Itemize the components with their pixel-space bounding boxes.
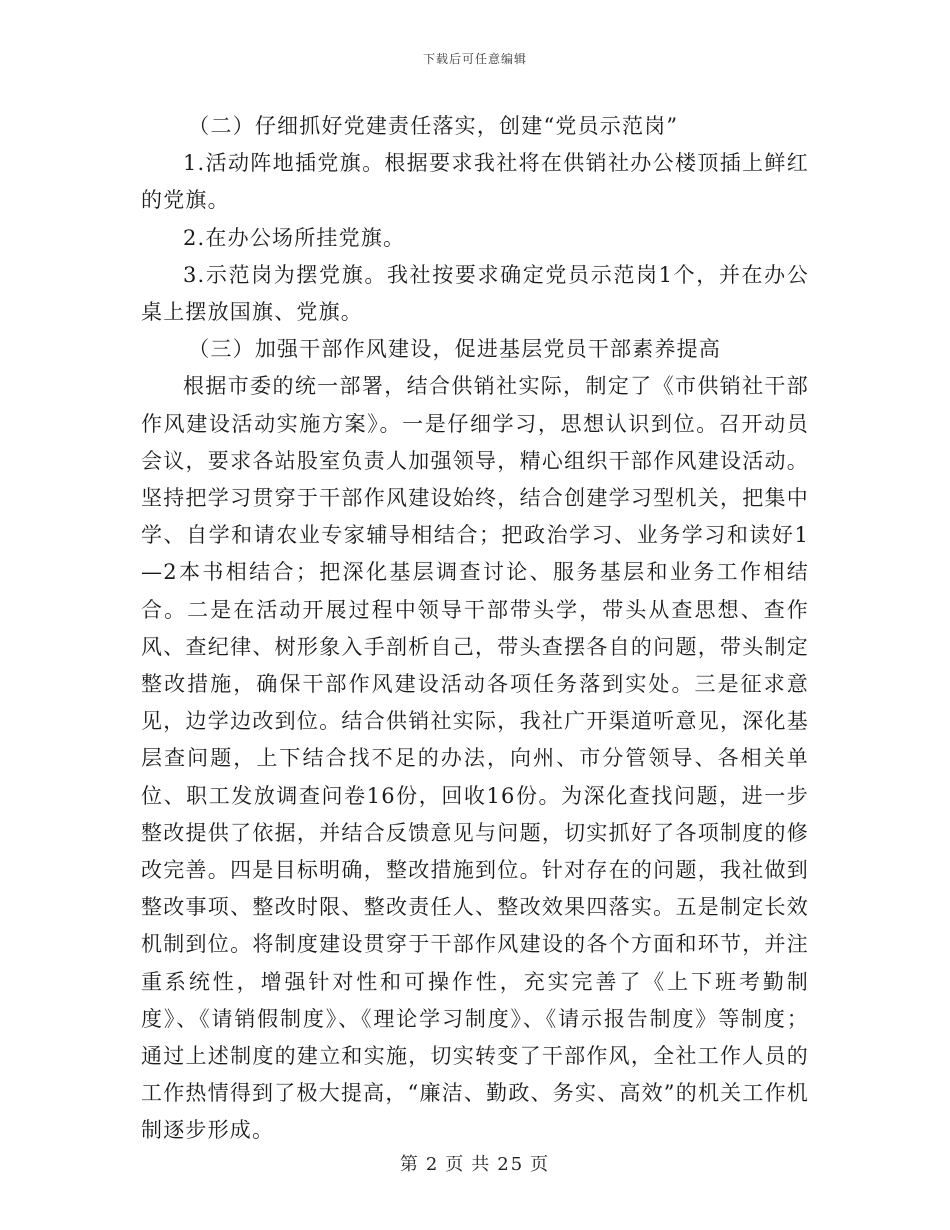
- section-heading-2: （二）仔细抓好党建责任落实，创建“党员示范岗”: [188, 114, 679, 138]
- page-header: 下载后可任意编辑: [422, 52, 527, 66]
- footer-page-mid: 页: [445, 1154, 466, 1175]
- list-item-3: 3.示范岗为摆党旗。我社按要求确定党员示范岗1个，并在办公桌上摆放国旗、党旗。: [141, 262, 809, 325]
- page-footer: [0, 1150, 950, 1176]
- list-item-1: 1.活动阵地插党旗。根据要求我社将在供销社办公楼顶插上鲜红的党旗。: [141, 151, 809, 213]
- footer-total-prefix: 共: [471, 1154, 492, 1175]
- footer-page-suffix: 页: [530, 1154, 551, 1175]
- footer-page-number: 2: [425, 1154, 440, 1175]
- list-item-2: 2.在办公场所挂党旗。: [183, 225, 406, 250]
- section-heading-3: （三）加强干部作风建设，促进基层党员干部素养提高: [188, 337, 722, 362]
- document-body: [141, 108, 809, 1150]
- footer-total-pages: 25: [497, 1154, 525, 1175]
- section-3-paragraph: 根据市委的统一部署，结合供销社实际，制定了《市供销社干部作风建设活动实施方案》。一是仔细学习，思想认识到位。召开动员会议，要求各站股室负责人加强领导，精心组织干部作风建设活动。坚持把学习贯穿于干部作风建设始终，结合创建学习型机关，把集中学、自学和请农业专家辅导相结合；把政治学习、业务学习和读好1—2本书相结合；把深化基层调查讨论、服务基层和业务工作相结合。二是在活动开展过程中领导干部带头学，带头从查思想、查作风、查纪律、树形象入手剖析自己，带头查摆各自的问题，带头制定整改措施，确保干部作风建设活动各项任务落到实处。三是征求意见，边学边改到位。结合供销社实际，我社广开渠道听意见，深化基层查问题，上下结合找不足的办法，向州、市分管领导、各相关单位、职工发放调查问卷16份，回收16份。为深化查找问题，进一步整改提供了依据，并结合反馈意见与问题，切实抓好了各项制度的修改完善。四是目标明确，整改措施到位。针对存在的问题，我社做到整改事项、整改时限、整改责任人、整改效果四落实。五是制定长效机制到位。将制度建设贯穿于干部作风建设的各个方面和环节，并注重系统性，增强针对性和可操作性，充实完善了《上下班考勤制度》、《请销假制度》、《理论学习制度》、《请示报告制度》等制度；通过上述制度的建立和实施，切实转变了干部作风，全社工作人员的工作热情得到了极大提高，“廉洁、勤政、务实、高效”的机关工作机制逐步形成。: [141, 374, 809, 1143]
- footer-page-prefix: 第: [399, 1154, 420, 1175]
